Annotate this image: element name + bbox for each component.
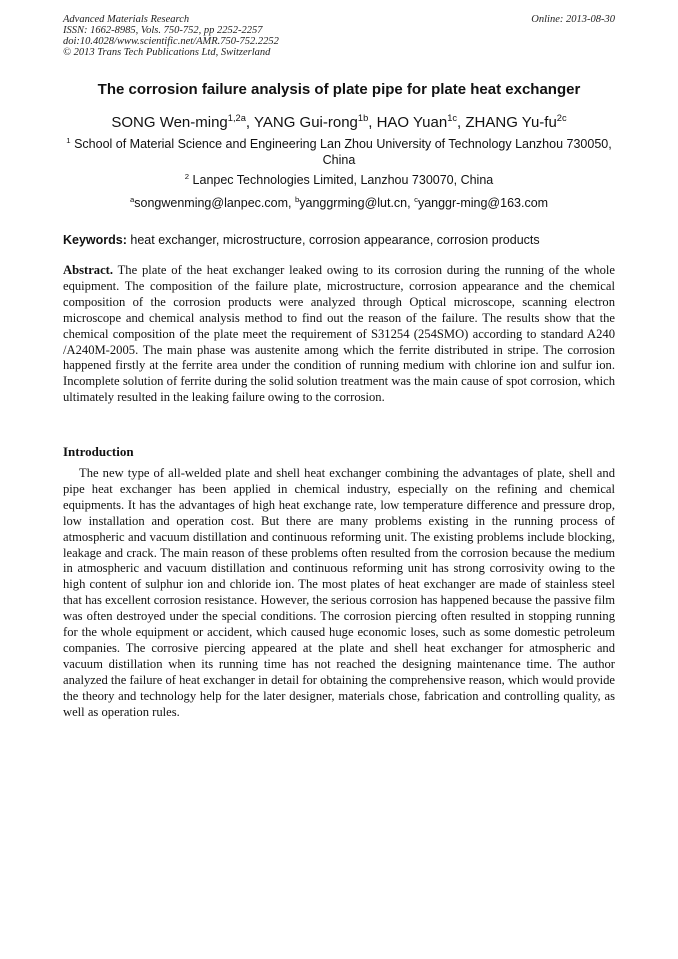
affiliation-text: School of Material Science and Engineering Lan Zhou University of Technology Lanzhou 730050, China [74, 137, 612, 167]
email-address[interactable]: yanggrming@lut.cn, [299, 196, 415, 210]
affiliation-text: Lanpec Technologies Limited, Lanzhou 730070, China [192, 173, 494, 187]
email-superscript: c [414, 194, 418, 204]
email-address[interactable]: yanggr-ming@163.com [417, 196, 549, 210]
keywords-text: heat exchanger, microstructure, corrosion appearance, corrosion products [130, 233, 540, 247]
introduction-heading: Introduction [63, 444, 134, 459]
author-separator: , [457, 114, 466, 131]
affiliation-superscript: 1 [66, 135, 71, 145]
affiliation-superscript: 2 [184, 171, 190, 181]
email-address[interactable]: songwenming@lanpec.com, [134, 196, 295, 210]
author-name: HAO Yuan [376, 114, 448, 131]
abstract-paragraph [63, 263, 615, 406]
doi-line: doi:10.4028/www.scientific.net/AMR.750-752.2252 [63, 36, 279, 47]
copyright-line: © 2013 Trans Tech Publications Ltd, Switzerland [63, 47, 271, 58]
publication-header [63, 14, 615, 58]
author-name: YANG Gui-rong [253, 114, 358, 131]
email-superscript: a [129, 194, 135, 204]
online-date: Online: 2013-08-30 [531, 14, 615, 25]
author-superscript: 1c [447, 113, 458, 123]
keywords-label: Keywords: [63, 233, 127, 247]
author-superscript: 2c [556, 113, 567, 123]
email-superscript: b [294, 194, 300, 204]
author-separator: , [368, 114, 377, 131]
paper-title: The corrosion failure analysis of plate pipe for plate heat exchanger [97, 81, 581, 98]
issn-line: ISSN: 1662-8985, Vols. 750-752, pp 2252-2257 [63, 25, 263, 36]
author-name: SONG Wen-ming [111, 114, 228, 131]
author-emails [63, 195, 615, 211]
affiliation-2 [63, 172, 615, 188]
author-separator: , [245, 114, 254, 131]
keywords-line [63, 232, 615, 248]
author-name: ZHANG Yu-fu [465, 114, 557, 131]
author-list [40, 112, 638, 134]
affiliation-1 [63, 136, 615, 168]
author-superscript: 1b [357, 113, 369, 123]
journal-name: Advanced Materials Research [63, 14, 190, 25]
abstract-label: Abstract. [63, 263, 114, 277]
introduction-paragraph: The new type of all-welded plate and shell heat exchanger combining the advantages of plate, shell and pipe heat exchanger has been applied in chemical industry, especially on the refining and chemical equipments. It has the advantages of high heat exchange rate, low temperature difference and pressure drop, low installation and operation cost. But there are many problems existing in the running process of atmospheric and vacuum distillation and continuous reforming unit. The existing problems include blocking, leakage and crack. The main reason of these problems often resulted from the corrosion because the medium in atmospheric and vacuum distillation and continuous reforming unit has strong corrosivity owing to the high content of sulphur ion and chloride ion. The most plates of heat exchanger are made of stainless steel that has excellent corrosion resistance. However, the serious corrosion has happened because the passive film was often destroyed under the special conditions. The corrosion piercing often resulted in stopping running for the whole equipment or accident, which caused huge economic loses, such as some domestic petroleum companies. The corrosive piercing appeared at the plate and shell heat exchanger for atmospheric and vacuum distillation when its running time has not reached the designing maintenance time. The author analyzed the failure of heat exchanger in detail for obtaining the comprehensive reason, which would provide the theory and technology help for the later designer, materials chose, fabrication and controlling quality, as well as operation rules. [63, 466, 615, 719]
author-superscript: 1,2a [227, 113, 246, 123]
abstract-text: The plate of the heat exchanger leaked owing to its corrosion during the running of the whole equipment. The composition of the failure plate, microstructure, corrosion appearance and the chemical composition of the corrosion products were analyzed through Optical microscope, scanning electron microscope and chemical analysis method to find out the reason of the failure. The results show that the chemical composition of the plate meet the requirement of S31254 (254SMO) according to standard A240 /A240M-2005. The main phase was austenite among which the ferrite distributed in stripe. The corrosion happened firstly at the ferrite area under the condition of running medium with chlorine ion and sulfur ion. Incomplete solution of ferrite during the solid solution treatment was the main cause of spot corrosion, which ultimately resulted in the leaking failure owing to the corrosion. [63, 263, 615, 405]
